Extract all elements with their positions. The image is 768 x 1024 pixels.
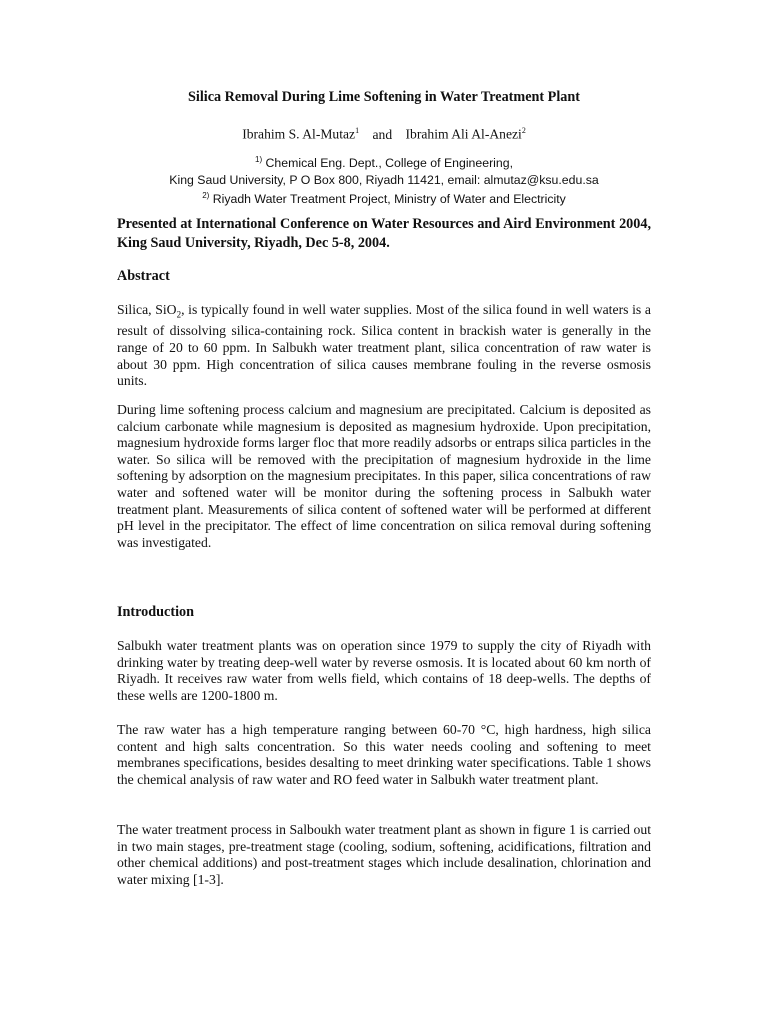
author-2: Ibrahim Ali Al-Anezi [405, 126, 522, 142]
author-line [0, 122, 768, 144]
abstract-paragraph-2: During lime softening process calcium and magnesium are precipitated. Calcium is deposited as calcium carbonate while magnesium is deposited as magnesium hydroxide. Upon precipitation, magnesium hydroxide forms larger floc that more readily adsorbs or entraps silica particles in the water. So silica will be removed with the precipitation of magnesium hydroxide in the lime softening by adsorption on the magnesium precipitates. In this paper, silica concentrations of raw water and softened water will be monitor during the softening process in Salbukh water treatment plant. Measurements of silica content of softened water will be performed at different pH level in the precipitator. The effect of lime concentration on silica removal during softening was investigated. [117, 402, 651, 550]
author-1: Ibrahim S. Al-Mutaz [242, 126, 356, 142]
affiliation-1-line-2: King Saud University, P O Box 800, Riyadh 11421, email: almutaz@ksu.edu.sa [169, 172, 599, 187]
abstract-paragraph-1: Silica, SiO$_2$, is typically found in well water supplies. Most of the silica found in well waters is a result of dissolving silica-containing rock. Silica content in brackish water is generally in the range of 20 to 60 ppm. In Salbukh water treatment plant, silica concentration of raw water is about 30 ppm. High concentration of silica causes membrane fouling in the reverse osmosis units. [117, 302, 651, 389]
affiliation-2-line: $^{2)}$ Riyadh Water Treatment Project, Ministry of Water and Electricity [202, 191, 566, 207]
introduction-heading: Introduction [117, 604, 194, 620]
paper-title: Silica Removal During Lime Softening in Water Treatment Plant [188, 89, 580, 105]
author-1-mark: 1 [355, 126, 360, 135]
affiliation-2-mark: 2) [202, 191, 210, 201]
affiliation-1-line-1: $^{1)}$ Chemical Eng. Dept., College of Engineering, [255, 155, 513, 171]
author-2-mark: 2 [521, 126, 526, 135]
introduction-paragraph-1: Salbukh water treatment plants was on operation since 1979 to supply the city of Riyadh with drinking water by treating deep-well water by reverse osmosis. It is located about 60 km north of Riyadh. It receives raw water from wells field, which contains of 18 deep-wells. The depths of these wells are 1200-1800 m. [117, 638, 651, 703]
introduction-paragraph-2: The raw water has a high temperature ranging between 60-70 °C, high hardness, high silica content and high salts concentration. So this water needs cooling and softening to meet membranes specifications, besides desalting to meet drinking water specifications. Table 1 shows the chemical analysis of raw water and RO feed water in Salbukh water treatment plant. [117, 722, 651, 787]
affiliations [0, 152, 768, 208]
affiliation-1-mark: 1) [255, 155, 263, 164]
presentation-note: Presented at International Conference on Water Resources and Aird Environment 2004, King Saud University, Riyadh, Dec 5-8, 2004. [117, 216, 651, 251]
introduction-paragraph-3: The water treatment process in Salboukh water treatment plant as shown in figure 1 is carried out in two main stages, pre-treatment stage (cooling, sodium, softening, acidifications, filtration and other chemical additions) and post-treatment stages which include desalination, chlorination and water mixing [1-3]. [117, 822, 651, 887]
author-conjunction: and [372, 126, 393, 142]
abstract-heading: Abstract [117, 268, 170, 284]
